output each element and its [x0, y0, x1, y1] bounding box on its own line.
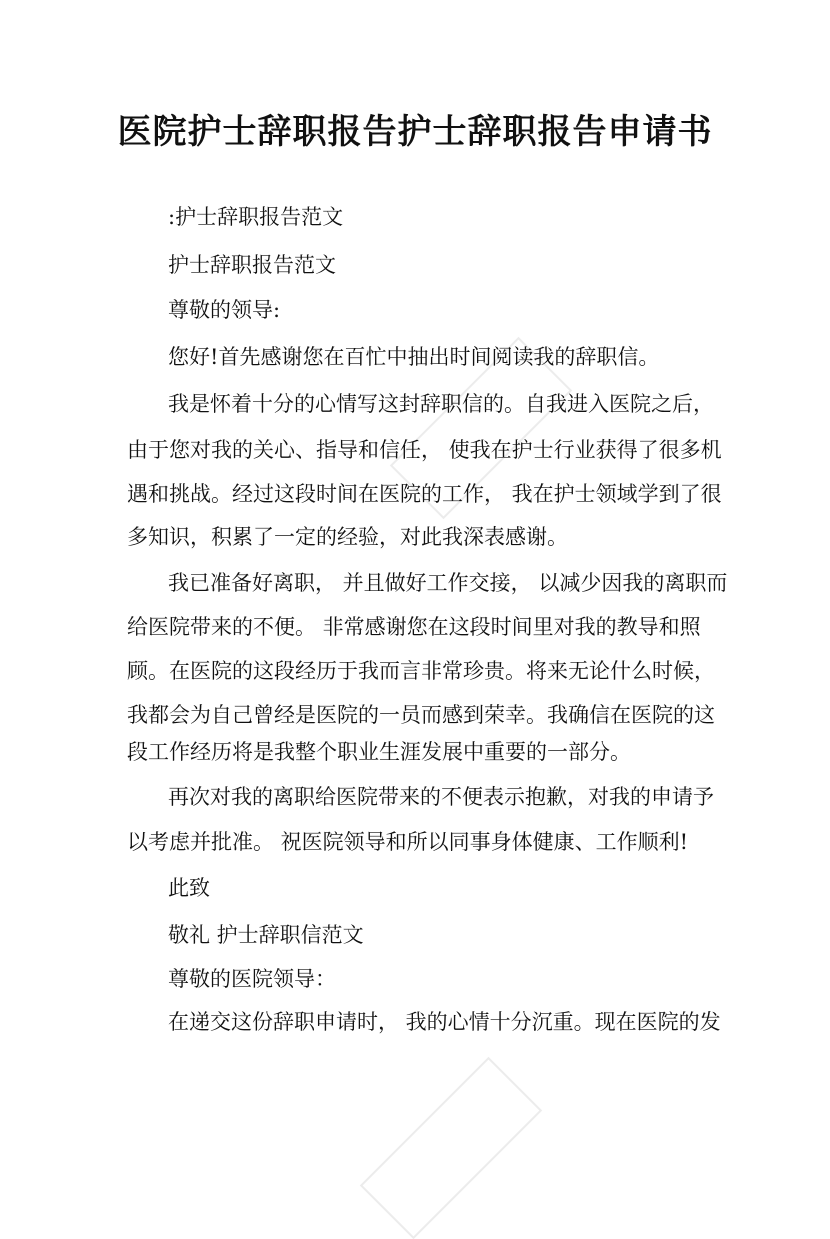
text-line: 我是怀着十分的心情写这封辞职信的。自我进入医院之后， — [168, 392, 714, 416]
text-line: 我已准备好离职， 并且做好工作交接， 以减少因我的离职而 — [168, 571, 728, 595]
text-line: :护士辞职报告范文 — [168, 205, 344, 229]
text-line: 此致 — [168, 876, 210, 900]
text-line: 段工作经历将是我整个职业生涯发展中重要的一部分。 — [127, 740, 631, 764]
text-line: 尊敬的医院领导： — [168, 967, 336, 991]
text-line: 我都会为自己曾经是医院的一员而感到荣幸。我确信在医院的这 — [127, 703, 715, 727]
text-line: 护士辞职报告范文 — [168, 253, 336, 277]
text-line: 遇和挑战。经过这段时间在医院的工作， 我在护士领域学到了很 — [127, 482, 722, 506]
document-title: 医院护士辞职报告护士辞职报告申请书 — [117, 112, 713, 152]
text-line: 顾。在医院的这段经历于我而言非常珍贵。将来无论什么时候， — [127, 659, 715, 683]
text-line: 由于您对我的关心、指导和信任， 使我在护士行业获得了很多机 — [127, 438, 722, 462]
text-line: 以考虑并批准。 祝医院领导和所以同事身体健康、工作顺利! — [127, 830, 689, 854]
watermark — [360, 1057, 542, 1239]
text-line: 给医院带来的不便。 非常感谢您在这段时间里对我的教导和照 — [127, 615, 701, 639]
text-line: 您好!首先感谢您在百忙中抽出时间阅读我的辞职信。 — [168, 345, 660, 369]
text-line: 再次对我的离职给医院带来的不便表示抱歉，对我的申请予 — [168, 785, 714, 809]
text-line: 尊敬的领导: — [168, 298, 281, 322]
text-line: 多知识，积累了一定的经验，对此我深表感谢。 — [127, 525, 568, 549]
text-line: 敬礼 护士辞职信范文 — [168, 923, 364, 947]
text-line: 在递交这份辞职申请时， 我的心情十分沉重。现在医院的发 — [168, 1010, 721, 1034]
